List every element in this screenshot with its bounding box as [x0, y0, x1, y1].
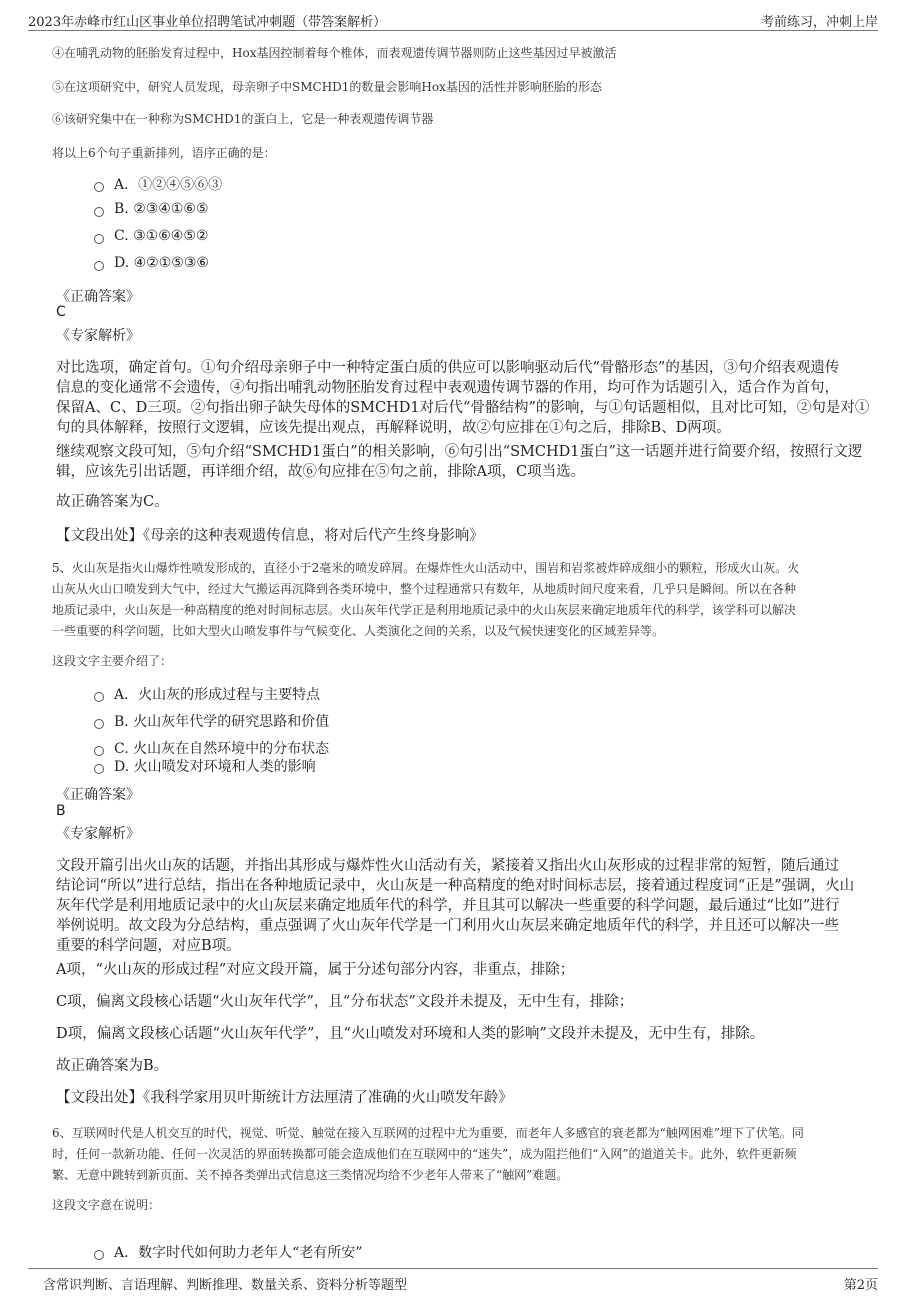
q6-prompt: 这段文字意在说明： [52, 1198, 161, 1212]
q5-option-d[interactable]: D. 火山喷发对环境和人类的影响 [94, 756, 316, 776]
page-footer [28, 1268, 878, 1295]
q5-conclusion: 故正确答案为B。 [56, 1058, 169, 1074]
q4-prompt: 将以上6个句子重新排列，语序正确的是： [52, 146, 276, 160]
radio-icon[interactable] [94, 261, 104, 271]
footer-categories: 含常识判断、言语理解、判断推理、数量关系、资料分析等题型 [43, 1278, 408, 1293]
q4-source: 【文段出处】《母亲的这种表观遗传信息，将对后代产生终身影响》 [56, 528, 484, 544]
q6-text: 6、互联网时代是人机交互的时代，视觉、听觉、触觉在接入互联网的过程中尤为重要，而老年人多感官的衰老都为“触网困难”埋下了伏笔。同 时，任何一款新功能、任何一次灵活的界面转换都可能会造成他们在互联网中的“迷失”，成为阻拦他们“入网”的道道关卡。此外，软件更新频 繁、无意中跳转到新页面、关不掉各类弹出式信息这三类情况均给不少老年人带来了“触网”难题。 [52, 1126, 804, 1182]
q5-analysis-p1: 文段开篇引出火山灰的话题，并指出其形成与爆炸性火山活动有关，紧接着又指出火山灰形成的过程非常的短暂，随后通过 结论词“所以”进行总结，指出在各种地质记录中，火山灰是一种高精度的绝对时间标志层，接着通过程度词“正是”强调，火山 灰年代学是利用地质记录中的火山灰层来确定地质年代的科学，并且其可以解决一些重要的科学问题，最后通过“比如”进行 举例说明。故文段为分总结构，重点强调了火山灰年代学是一门利用火山灰层来确定地质年代的科学，并且还可以解决一些 重要的科学问题，对应B项。 [56, 858, 855, 954]
q5-option-a[interactable]: A．火山灰的形成过程与主要特点 [94, 684, 320, 704]
q4-conclusion: 故正确答案为C。 [56, 494, 169, 510]
q4-sentence-6: ⑥该研究集中在一种称为SMCHD1的蛋白上，它是一种表观遗传调节器 [52, 112, 434, 126]
q5-analysis-label: 《专家解析》 [56, 826, 140, 842]
radio-icon[interactable] [94, 182, 104, 192]
q4-option-b[interactable]: B. ②③④①⑥⑤ [94, 201, 209, 217]
radio-icon[interactable] [94, 1250, 104, 1260]
radio-icon[interactable] [94, 234, 104, 244]
q5-option-b[interactable]: B. 火山灰年代学的研究思路和价值 [94, 711, 329, 731]
radio-icon[interactable] [94, 719, 104, 729]
q5-text: 5、火山灰是指火山爆炸性喷发形成的，直径小于2毫米的喷发碎屑。在爆炸性火山活动中，围岩和岩浆被炸碎成细小的颗粒，形成火山灰。火 山灰从火山口喷发到大气中，经过大气搬运再沉降到各类环境中，整个过程通常只有数年，从地质时间尺度来看，几乎只是瞬间。所以在各种 地质记录中，火山灰是一种高精度的绝对时间标志层。火山灰年代学正是利用地质记录中的火山灰层来确定地质年代的科学，该学科可以解决 一些重要的科学问题，比如大型火山喷发事件与气候变化、人类演化之间的关系，以及气候快速变化的区域差异等。 [52, 561, 800, 638]
q4-option-a[interactable]: A．①②④⑤⑥③ [94, 174, 222, 194]
q4-analysis-label: 《专家解析》 [56, 328, 140, 344]
q5-prompt: 这段文字主要介绍了： [52, 654, 173, 668]
q5-analysis-c: C项，偏离文段核心话题“火山灰年代学”，且“分布状态”文段并未提及，无中生有，排除； [56, 994, 634, 1010]
radio-icon[interactable] [94, 746, 104, 756]
radio-icon[interactable] [94, 764, 104, 774]
q4-option-d[interactable]: D. ④②①⑤③⑥ [94, 255, 209, 271]
q4-answer: C [56, 304, 66, 320]
q4-answer-label: 《正确答案》 [56, 289, 140, 305]
q4-analysis-p1: 对比选项，确定首句。①句介绍母亲卵子中一种特定蛋白质的供应可以影响驱动后代“骨骼形态”的基因，③句介绍表观遗传 信息的变化通常不会遗传，④句指出哺乳动物胚胎发育过程中表观遗传调节器的作用，均可作为话题引入，适合作为首句， 保留A、C、D三项。②句指出卵子缺失母体的SMCHD1对后代“骨骼结构”的影响，与①句话题相似，且对比可知，②句是对① 句的具体解释，按照行文逻辑，应该先提出观点，再解释说明，故②句应排在①句之后，排除B、D两项。 [56, 360, 870, 436]
document-title: 2023年赤峰市红山区事业单位招聘笔试冲刺题（带答案解析） [28, 15, 387, 30]
q5-source: 【文段出处】《我科学家用贝叶斯统计方法厘清了准确的火山喷发年龄》 [56, 1090, 513, 1106]
q5-answer-label: 《正确答案》 [56, 787, 140, 803]
radio-icon[interactable] [94, 207, 104, 217]
header-slogan: 考前练习，冲刺上岸 [760, 15, 878, 30]
q4-option-c[interactable]: C. ③①⑥④⑤② [94, 228, 208, 244]
q5-option-c[interactable]: C. 火山灰在自然环境中的分布状态 [94, 738, 329, 758]
q4-sentence-4: ④在哺乳动物的胚胎发育过程中，Hox基因控制着每个椎体，而表观遗传调节器则防止这些基因过早被激活 [52, 46, 617, 60]
page-header [28, 8, 878, 31]
page-number: 第2页 [843, 1278, 878, 1293]
radio-icon[interactable] [94, 692, 104, 702]
q4-sentence-5: ⑤在这项研究中，研究人员发现，母亲卵子中SMCHD1的数量会影响Hox基因的活性并影响胚胎的形态 [52, 80, 602, 94]
q4-analysis-p2: 继续观察文段可知，⑤句介绍“SMCHD1蛋白”的相关影响，⑥句引出“SMCHD1蛋白”这一话题并进行简要介绍，按照行文逻 辑，应该先引出话题，再详细介绍，故⑥句应排在⑤句之前，排除A项，C项当选。 [56, 444, 863, 480]
q5-analysis-a: A项，“火山灰的形成过程”对应文段开篇，属于分述句部分内容，非重点，排除； [56, 962, 575, 978]
q5-analysis-d: D项，偏离文段核心话题“火山灰年代学”，且“火山喷发对环境和人类的影响”文段并未提及，无中生有，排除。 [56, 1026, 765, 1042]
q5-answer: B [56, 803, 66, 819]
q6-option-a[interactable]: A．数字时代如何助力老年人“老有所安” [94, 1242, 362, 1262]
